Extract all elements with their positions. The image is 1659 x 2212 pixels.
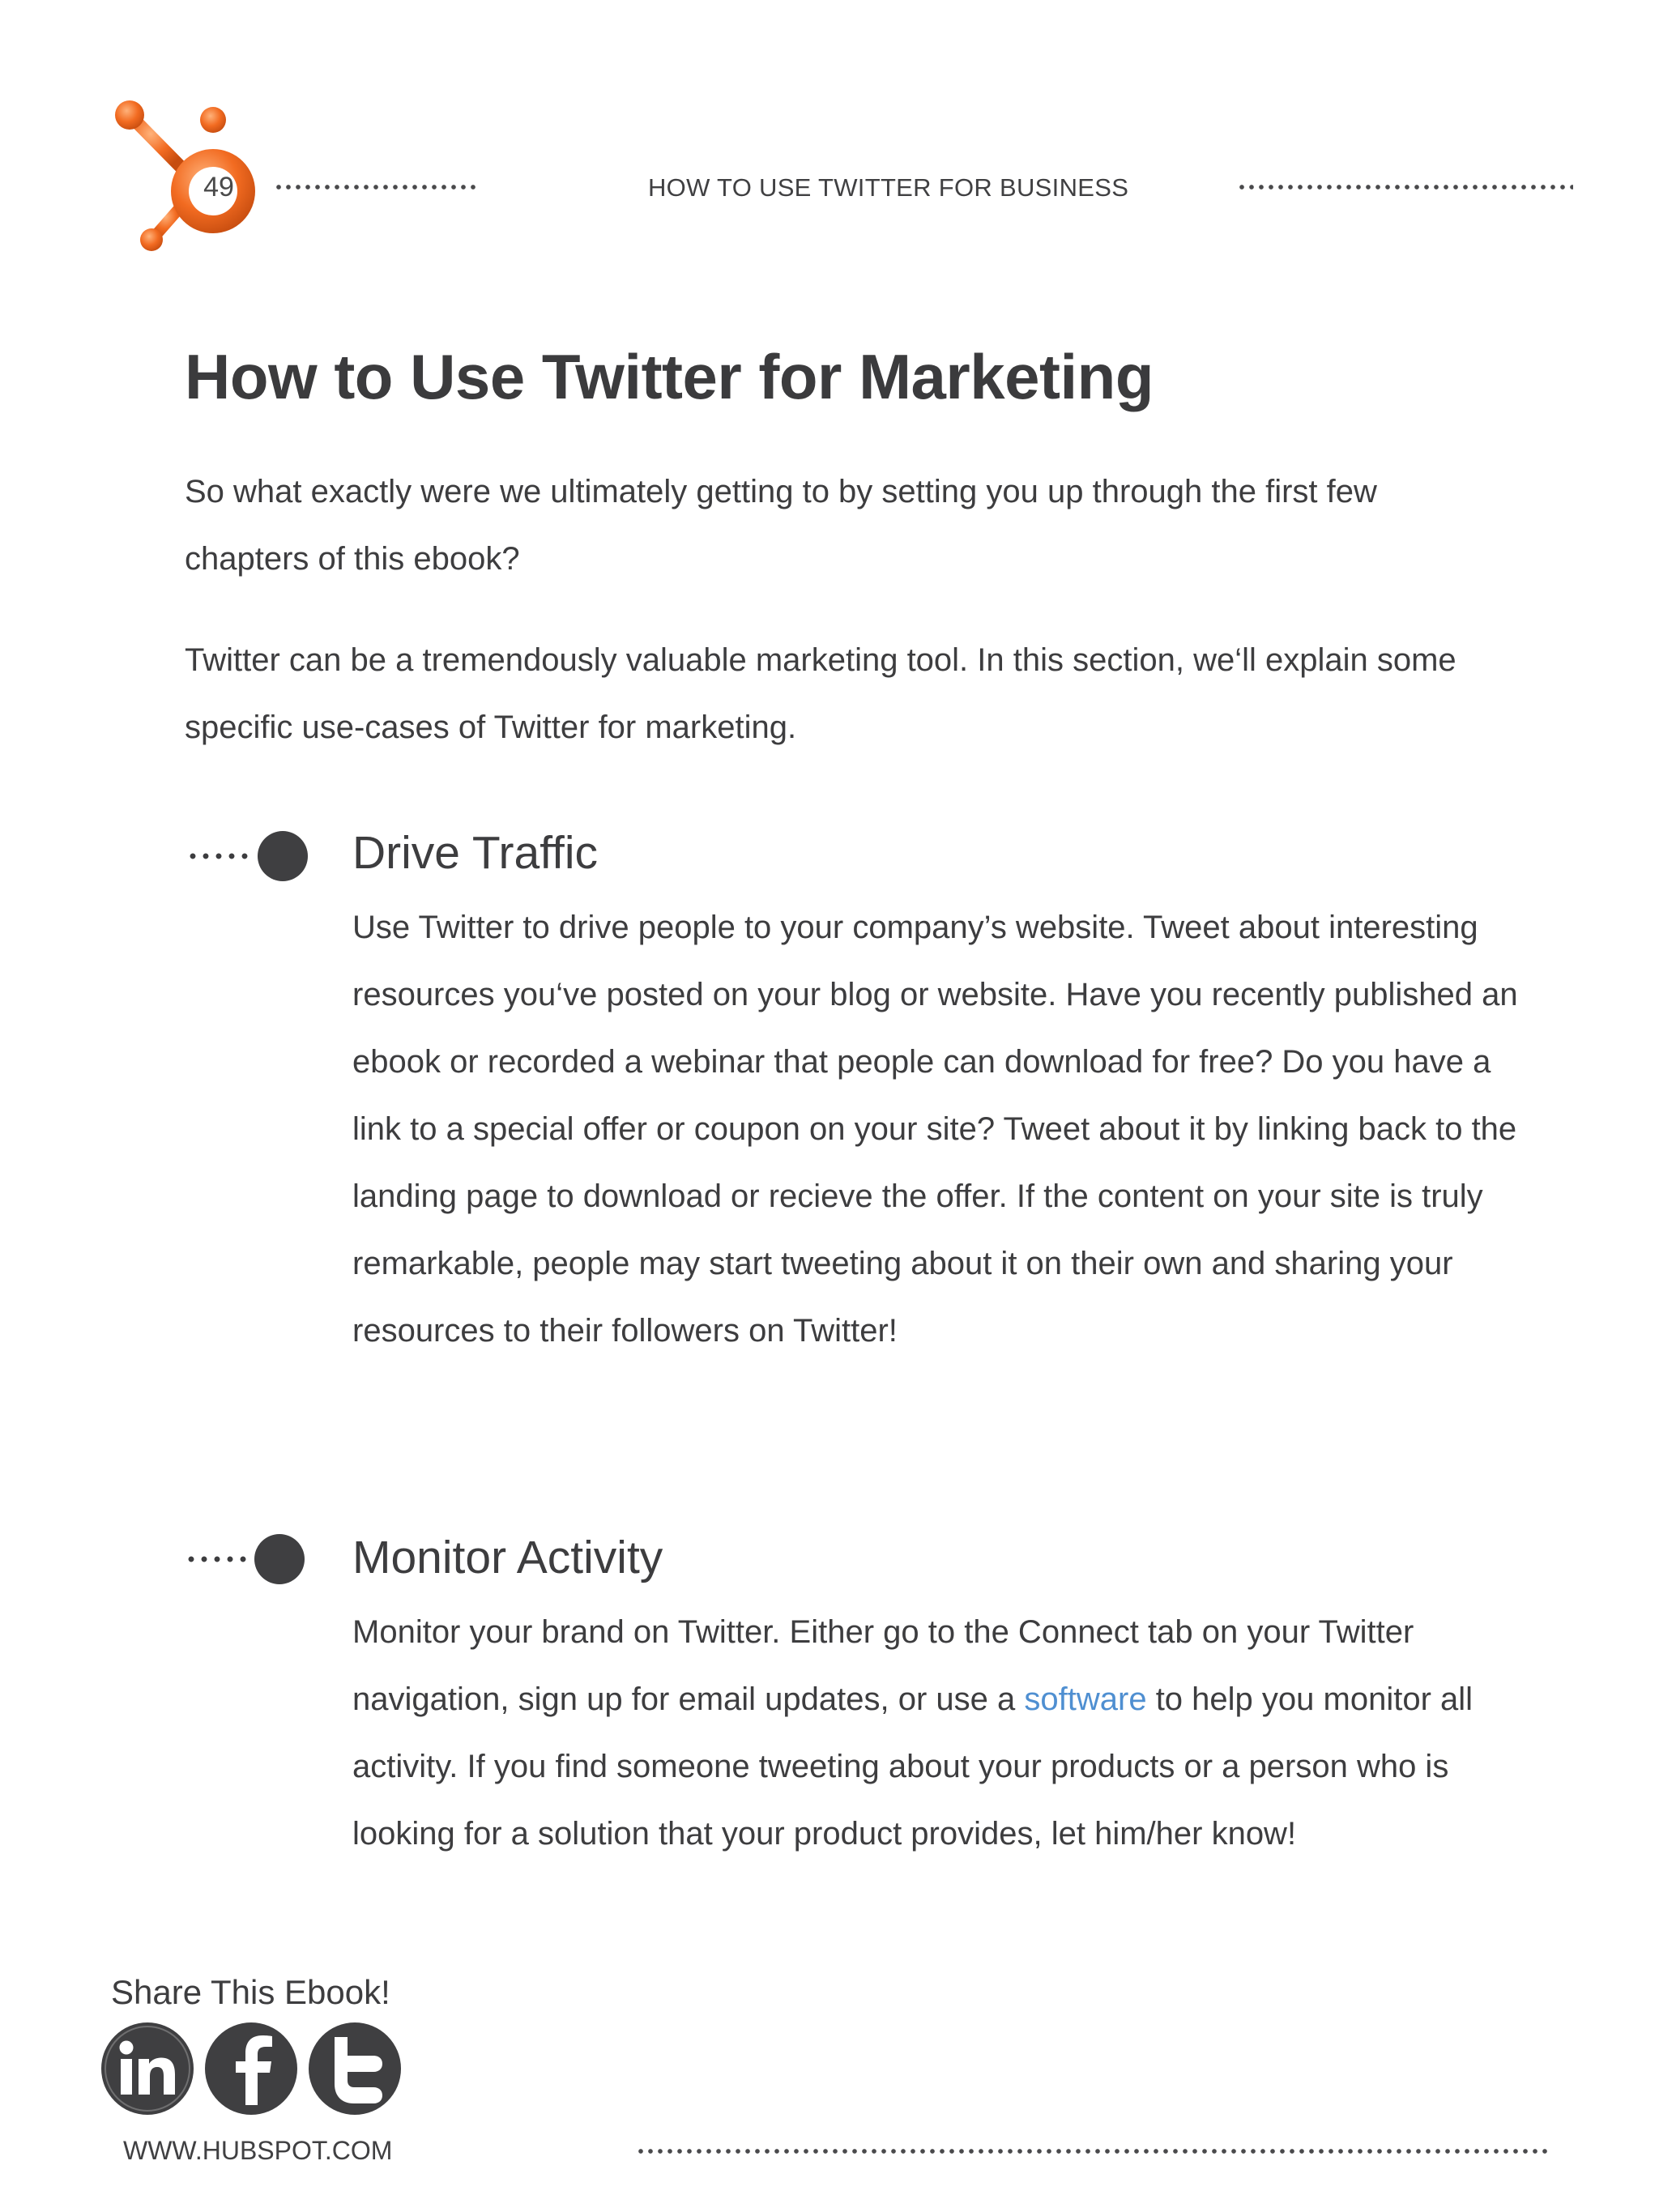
body-text: to help you monitor all activity. If you find someone tweeting about your products or a person who is looking for a solution that your product provides, let him/her know! (352, 1681, 1473, 1852)
page-number: 49 (203, 172, 234, 202)
body-text: Monitor your brand on Twitter. Either go to the Connect tab on your Twitter navigation, sign up for email updates, or use a (352, 1614, 1414, 1717)
linkedin-icon[interactable] (100, 2021, 195, 2116)
facebook-icon[interactable] (203, 2021, 299, 2116)
bullet-dots (186, 853, 249, 859)
twitter-icon[interactable] (307, 2021, 403, 2116)
header-title: HOW TO USE TWITTER FOR BUSINESS (648, 173, 1129, 202)
bullet-circle-icon (254, 1534, 305, 1584)
header-dotted-line-left (274, 184, 478, 190)
share-label: Share This Ebook! (111, 1973, 390, 2011)
section-title-drive-traffic: Drive Traffic (352, 827, 599, 879)
website-url[interactable]: WWW.HUBSPOT.COM (123, 2136, 393, 2165)
section-body-drive-traffic: Use Twitter to drive people to your company’s website. Tweet about interesting resources you‘ve posted on your blog or website. Have you recently published an ebook or recorded a webinar that people can download for free? Do you have a link to a special offer or coupon on your site? Tweet about it by linking back to the landing page to download or recieve the offer. If the content on your site is truly remarkable, people may start tweeting about it on their own and sharing your resources to their followers on Twitter! (352, 910, 1518, 1349)
intro-paragraph: So what exactly were we ultimately getting to by setting you up through the first few chapters of this ebook? (185, 474, 1377, 577)
header-dotted-line-right (1237, 184, 1573, 190)
page-title: How to Use Twitter for Marketing (185, 341, 1154, 412)
software-link[interactable]: software (1024, 1681, 1147, 1717)
bullet-circle-icon (258, 831, 308, 881)
bullet-dots (185, 1556, 248, 1562)
section-body-monitor-activity (352, 1599, 1551, 1868)
section-title-monitor-activity: Monitor Activity (352, 1532, 663, 1583)
intro-paragraph: Twitter can be a tremendously valuable marketing tool. In this section, we‘ll explain some specific use-cases of Twitter for marketing. (185, 642, 1456, 745)
footer-dotted-line (636, 2148, 1547, 2154)
